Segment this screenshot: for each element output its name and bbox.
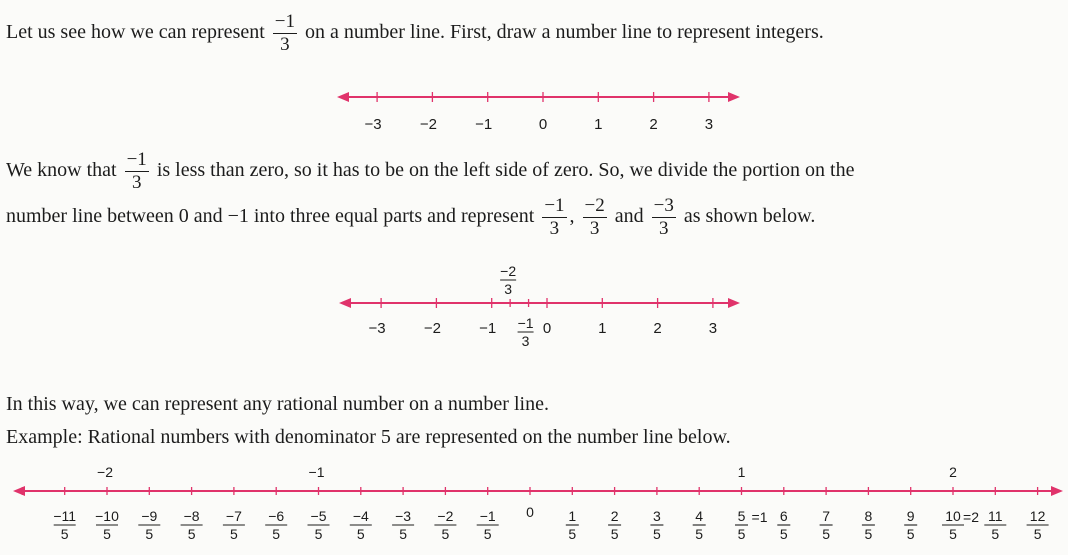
fraction-denominator: 5: [399, 526, 407, 542]
fraction-denominator: 5: [779, 526, 788, 542]
arrow-right-icon: [1051, 486, 1063, 496]
fraction-label: [477, 508, 499, 542]
fraction-denominator: 5: [60, 526, 69, 542]
fraction-numerator: −8: [183, 508, 200, 524]
equals-label: =1: [751, 509, 768, 525]
fraction-denominator: 5: [230, 526, 238, 542]
text-segment: In this way, we can represent any rational number on a number line.: [6, 393, 549, 415]
fraction-denominator: 5: [103, 526, 111, 542]
fraction-numerator: −7: [225, 508, 242, 524]
fraction-numerator: 11: [988, 508, 1003, 524]
comma: ,: [569, 205, 575, 228]
fraction-denominator: 5: [949, 526, 957, 542]
tick-label: 1: [598, 320, 607, 337]
fraction-numerator: −5: [310, 508, 327, 524]
fraction-denominator: 5: [272, 526, 281, 542]
fraction-label: [735, 508, 748, 542]
fraction-denominator: 5: [441, 526, 450, 542]
integer-label: −1: [308, 464, 325, 480]
text-segment: number line between 0 and −1 into three equal parts and represent: [6, 205, 535, 228]
fraction-label: [942, 508, 964, 542]
text-segment: We know that: [6, 159, 117, 182]
fraction-numerator: 7: [822, 508, 830, 524]
tick-label: −2: [423, 320, 441, 337]
fraction-denominator: 5: [653, 526, 661, 542]
fraction-numerator: 10: [945, 508, 961, 524]
fraction-label: [862, 508, 875, 542]
tick-label: 2: [653, 320, 662, 337]
fraction-numerator: −1: [479, 508, 496, 524]
fraction-denominator: 5: [483, 526, 492, 542]
tick-label: 3: [704, 116, 714, 133]
fraction-numerator: 8: [864, 508, 873, 524]
fraction-label: [904, 508, 917, 542]
fraction-denominator: 5: [822, 526, 830, 542]
fraction-label: [350, 508, 372, 542]
fraction-numerator: −11: [53, 508, 77, 524]
tick-label: −1: [479, 320, 497, 337]
fraction-numerator: −10: [95, 508, 119, 524]
text-segment: on a number line. First, draw a number line to represent integers.: [305, 21, 824, 44]
tick-label: −2: [419, 116, 437, 133]
fraction-denominator: 5: [906, 526, 915, 542]
fraction-denominator: 5: [145, 526, 154, 542]
fraction-label: [53, 508, 76, 542]
fraction-label: [223, 508, 245, 542]
fraction-label: [138, 508, 160, 542]
tick-label: 2: [649, 116, 658, 133]
fraction-label: [984, 508, 1006, 542]
fraction-minus-one-third: $\frac{-1}{3}$: [274, 11, 295, 55]
fraction-numerator: 9: [906, 508, 915, 524]
fraction-numerator: −3: [395, 508, 412, 524]
fraction-denominator: 5: [695, 526, 704, 542]
tick-label: 1: [594, 116, 603, 133]
fraction-numerator: 1: [568, 508, 577, 524]
fraction-denominator: 5: [737, 526, 746, 542]
fraction-numerator: 6: [779, 508, 788, 524]
arrow-left-icon: [13, 486, 25, 496]
fraction-label: [650, 508, 663, 542]
fraction-label: [777, 508, 790, 542]
fraction-label: [265, 508, 287, 542]
integer-label: 1: [737, 464, 746, 480]
fraction-label: [608, 508, 621, 542]
fraction-numerator: 4: [695, 508, 704, 524]
fraction-denominator: 5: [864, 526, 873, 542]
tick-label-zero: 0: [526, 504, 534, 520]
fraction-label: [693, 508, 706, 542]
fraction-numerator: −6: [268, 508, 285, 524]
fraction-label: [181, 508, 203, 542]
fraction-numerator: 2: [610, 508, 619, 524]
fraction-denominator: 5: [568, 526, 577, 542]
fraction-denominator: 5: [356, 526, 365, 542]
text-segment: Let us see how we can represent: [6, 21, 265, 44]
fraction-numerator: −4: [352, 508, 369, 524]
integer-label: −2: [97, 464, 113, 480]
fraction-label: [820, 508, 833, 542]
text-segment: Example: Rational numbers with denominator 5 are represented on the number line below.: [6, 426, 731, 448]
fraction-minus-one-third: $\frac{-1}{3}$: [544, 195, 565, 239]
fraction-numerator: 3: [653, 508, 661, 524]
fraction-denominator: 5: [187, 526, 196, 542]
text-segment: and: [614, 205, 644, 228]
fraction-denominator: 5: [1033, 526, 1042, 542]
fraction-label: [434, 508, 456, 542]
tick-label: −3: [368, 320, 386, 337]
text-segment: as shown below.: [683, 205, 816, 228]
equals-label: =2: [963, 509, 979, 525]
tick-label: 3: [708, 320, 718, 337]
fraction-numerator: −9: [141, 508, 158, 524]
text-segment: is less than zero, so it has to be on the left side of zero. So, we divide the portion on the: [156, 159, 855, 182]
fraction-label: [95, 508, 119, 542]
fraction-numerator: −1: [517, 315, 534, 331]
fraction-numerator: 12: [1029, 508, 1046, 524]
integer-label: 2: [949, 464, 957, 480]
fraction-denominator: 5: [991, 526, 1000, 542]
fraction-minus-two-thirds: $\frac{-2}{3}$: [584, 195, 605, 239]
fraction-numerator: 5: [737, 508, 746, 524]
fraction-numerator: −2: [500, 263, 517, 279]
fraction-label: [392, 508, 414, 542]
fraction-denominator: 3: [504, 281, 513, 297]
fraction-label: [566, 508, 579, 542]
fraction-label: [308, 508, 330, 542]
tick-label: 0: [542, 320, 552, 337]
fraction-denominator: 5: [314, 526, 323, 542]
fraction-minus-one-third: $\frac{-1}{3}$: [126, 149, 147, 193]
tick-label: 0: [538, 116, 548, 133]
fraction-minus-three-thirds: $\frac{-3}{3}$: [653, 195, 674, 239]
fraction-denominator: 5: [610, 526, 619, 542]
fraction-label: [1027, 508, 1049, 542]
fraction-denominator: 3: [521, 333, 530, 349]
fraction-numerator: −2: [437, 508, 454, 524]
tick-label: −3: [364, 116, 382, 133]
tick-label: −1: [475, 116, 493, 133]
